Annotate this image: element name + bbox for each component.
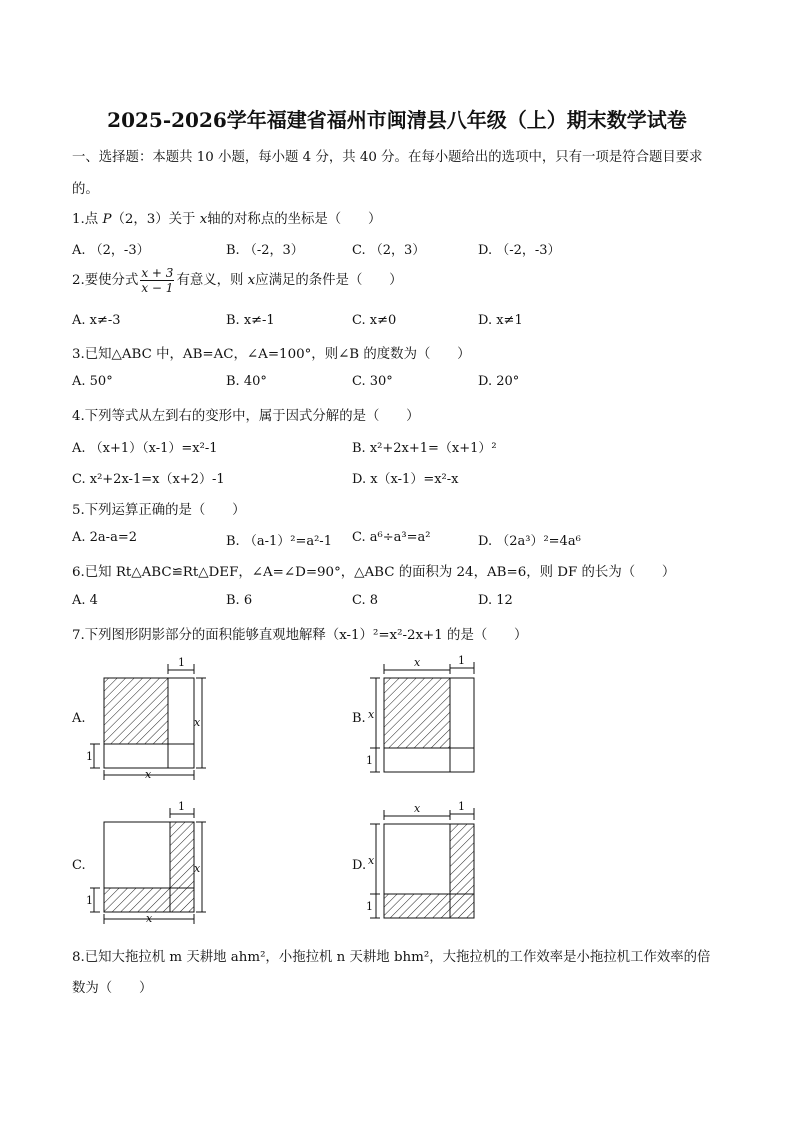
q7-label-c: C. [72, 858, 86, 873]
q7-figure-a [88, 656, 218, 786]
dim-x-top: x [414, 802, 421, 815]
q2-option-d: D. x≠1 [478, 313, 523, 328]
q2-option-c: C. x≠0 [352, 313, 397, 328]
shaded-row [104, 888, 170, 912]
dim-1-top: 1 [178, 656, 185, 669]
page-title: 2025-2026学年福建省福州市闽清县八年级（上）期末数学试卷 [107, 108, 687, 132]
dim-x-right: x [194, 862, 201, 875]
shaded-column [170, 822, 194, 912]
q6-option-a: A. 4 [72, 593, 98, 608]
shaded-row [384, 894, 450, 918]
dim-1-top: 1 [458, 800, 465, 813]
section-heading: 一、选择题：本题共 10 小题，每小题 4 分，共 40 分。在每小题给出的选项中，只有一项是符合题目要求 [72, 150, 703, 165]
q7-label-b: B. [352, 711, 366, 726]
dim-x-left: x [368, 854, 375, 867]
q6-option-d: D. 12 [478, 593, 513, 608]
q3-option-b: B. 40° [226, 374, 267, 389]
shaded-square [104, 678, 168, 744]
question-7-stem: 7.下列图形阴影部分的面积能够直观地解释（x-1）²=x²-2x+1 的是（ ） [72, 628, 528, 643]
q7-figure-c [88, 800, 218, 930]
q7-figure-d [366, 800, 496, 926]
q4-option-d: D. x（x-1）=x²-x [352, 472, 459, 487]
q5-option-c: C. a⁶÷a³=a² [352, 530, 431, 545]
question-8-stem-cont: 数为（ ） [72, 981, 153, 996]
q1-option-d: D. （-2，-3） [478, 243, 561, 258]
dim-1-left: 1 [86, 894, 93, 907]
dim-1-left: 1 [86, 750, 93, 763]
question-4-stem: 4.下列等式从左到右的变形中，属于因式分解的是（ ） [72, 409, 420, 424]
q4-option-c: C. x²+2x-1=x（x+2）-1 [72, 472, 225, 487]
q1-option-a: A. （2，-3） [72, 243, 150, 258]
dim-x-top: x [414, 656, 421, 669]
q2-option-b: B. x≠-1 [226, 313, 275, 328]
section-heading-cont: 的。 [72, 182, 99, 197]
q6-option-c: C. 8 [352, 593, 379, 608]
fraction: $\frac{x + 3}{x - 1}$ [141, 266, 174, 295]
question-1-stem: 1.点 P（2，3）关于 x轴的对称点的坐标是（ ） [72, 212, 382, 227]
dim-1-top: 1 [178, 800, 185, 813]
shaded-square [384, 678, 450, 748]
dim-1-top: 1 [458, 654, 465, 667]
question-8-stem: 8.已知大拖拉机 m 天耕地 ahm²，小拖拉机 n 天耕地 bhm²，大拖拉机的工作效率是小拖拉机工作效率的倍 [72, 950, 711, 965]
dim-x-left: x [368, 708, 375, 721]
dim-x-bottom: x [146, 912, 153, 925]
q7-label-a: A. [72, 711, 86, 726]
q5-option-d: D. （2a³）²=4a⁶ [478, 534, 581, 549]
question-6-stem: 6.已知 Rt△ABC≌Rt△DEF，∠A=∠D=90°，△ABC 的面积为 24，AB=6，则 DF 的长为（ ） [72, 565, 676, 580]
dim-1-left: 1 [366, 754, 373, 767]
q6-option-b: B. 6 [226, 593, 253, 608]
dim-x-bottom: x [145, 768, 152, 781]
q1-option-b: B. （-2，3） [226, 243, 304, 258]
q7-figure-b [366, 654, 496, 780]
q3-option-c: C. 30° [352, 374, 393, 389]
q3-option-a: A. 50° [72, 374, 113, 389]
q2-option-a: A. x≠-3 [72, 313, 121, 328]
question-2-stem: 2.要使分式 $\frac{x + 3}{x - 1}$ 有意义，则 x应满足的条件是（ ） [72, 266, 403, 295]
question-5-stem: 5.下列运算正确的是（ ） [72, 503, 246, 518]
q5-option-a: A. 2a-a=2 [72, 530, 137, 545]
q3-option-d: D. 20° [478, 374, 520, 389]
question-3-stem: 3.已知△ABC 中，AB=AC，∠A=100°，则∠B 的度数为（ ） [72, 347, 471, 362]
q1-option-c: C. （2，3） [352, 243, 426, 258]
q5-option-b: B. （a-1）²=a²-1 [226, 534, 332, 549]
shaded-column [450, 824, 474, 918]
q4-option-b: B. x²+2x+1=（x+1）² [352, 441, 497, 456]
dim-x-right: x [194, 716, 201, 729]
q7-label-d: D. [352, 858, 367, 873]
dim-1-left: 1 [366, 900, 373, 913]
q4-option-a: A. （x+1）（x-1）=x²-1 [72, 441, 218, 456]
